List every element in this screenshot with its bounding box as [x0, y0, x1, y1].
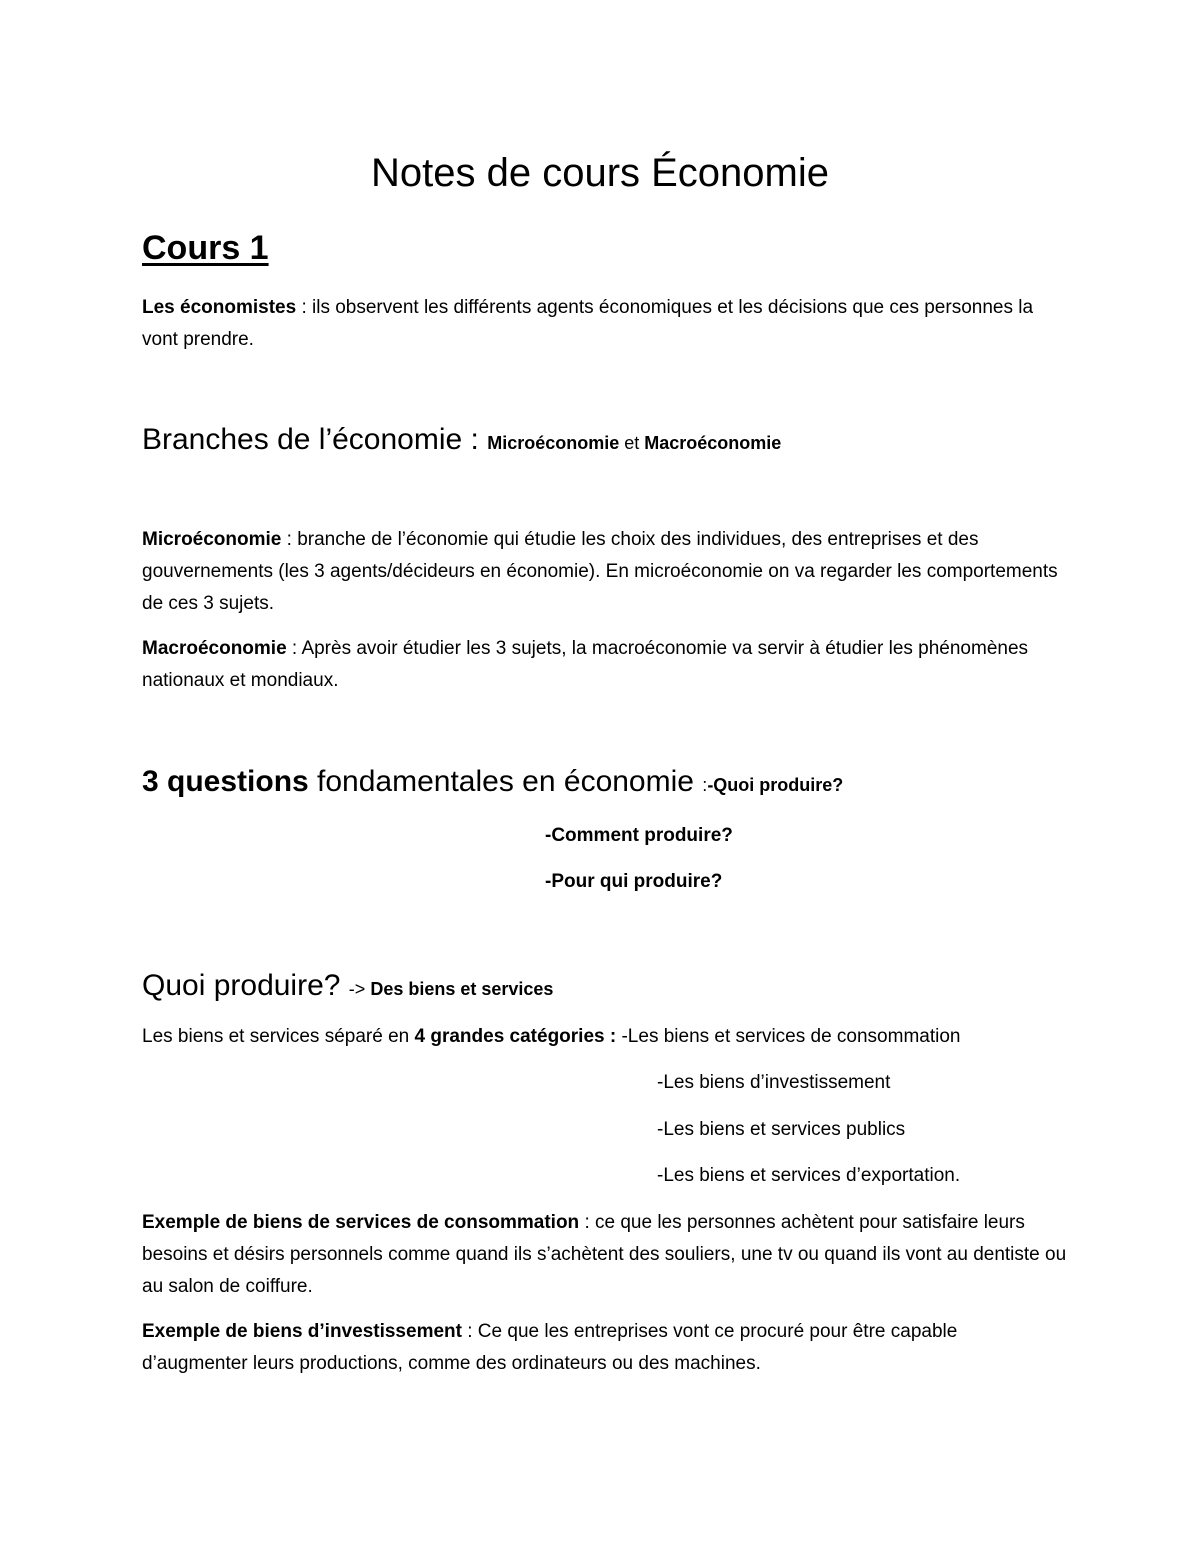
branches-heading: [142, 420, 781, 463]
quoi-produire-arrow: ->: [348, 979, 366, 999]
exemple-investissement-text: : Ce que les entreprises vont ce procuré pour être capable d’augmenter leurs productions, comme des ordinateurs ou des machines.: [142, 1321, 958, 1374]
quoi-produire-heading-text: Quoi produire?: [142, 969, 349, 1002]
questions-heading-bold: 3 questions: [142, 765, 309, 798]
exemple-consommation-text: : ce que les personnes achètent pour satisfaire leurs besoins et désirs personnels comme quand ils s’achètent des souliers, une tv ou quand ils vont au dentiste ou au salon de coiffure.: [142, 1212, 1067, 1297]
page-title: Notes de cours Économie: [370, 151, 829, 195]
micro-term: Microéconomie: [142, 529, 282, 550]
branches-connector: et: [619, 433, 645, 453]
macro-term: Macroéconomie: [142, 638, 287, 659]
quoi-produire-heading: [142, 966, 553, 1009]
question-item-1: -Quoi produire?: [707, 775, 844, 795]
macro-definition: [142, 633, 1067, 697]
exemple-consommation-paragraph: [142, 1207, 1067, 1303]
branches-macro: Macroéconomie: [644, 433, 782, 453]
categories-intro-bold: 4 grandes catégories :: [414, 1026, 617, 1047]
questions-heading-rest: fondamentales en économie: [308, 765, 703, 798]
questions-heading: [142, 762, 843, 805]
categories-intro-text: Les biens et services séparé en: [142, 1026, 415, 1047]
economistes-paragraph: [142, 292, 1067, 356]
exemple-investissement-term: Exemple de biens d’investissement: [142, 1321, 462, 1342]
quoi-produire-answer: Des biens et services: [365, 979, 554, 999]
category-item-1: -Les biens et services de consommation: [621, 1026, 961, 1047]
categories-intro: [142, 1023, 960, 1051]
exemple-investissement-paragraph: [142, 1316, 1067, 1380]
exemple-consommation-term: Exemple de biens de services de consommation: [142, 1212, 580, 1233]
cours-heading: Cours 1: [142, 229, 269, 267]
questions-separator: :: [702, 775, 708, 795]
micro-definition: [142, 524, 1067, 620]
question-item-2: -Comment produire?: [545, 825, 733, 846]
economistes-term: Les économistes: [142, 297, 297, 318]
micro-text: : branche de l’économie qui étudie les choix des individues, des entreprises et des gouvernements (les 3 agents/décideurs en économie). En microéconomie on va regarder les comportements de ces 3 sujets.: [142, 529, 1058, 614]
economistes-text: : ils observent les différents agents économiques et les décisions que ces personnes la vont prendre.: [142, 297, 1034, 350]
branches-micro: Microéconomie: [487, 433, 620, 453]
category-item-4: -Les biens et services d’exportation.: [657, 1165, 961, 1186]
category-item-2: -Les biens d’investissement: [657, 1072, 891, 1093]
macro-text: : Après avoir étudier les 3 sujets, la macroéconomie va servir à étudier les phénomènes nationaux et mondiaux.: [142, 638, 1029, 691]
question-item-3: -Pour qui produire?: [545, 871, 723, 892]
branches-heading-text: Branches de l’économie :: [142, 423, 488, 456]
category-item-3: -Les biens et services publics: [657, 1119, 906, 1140]
